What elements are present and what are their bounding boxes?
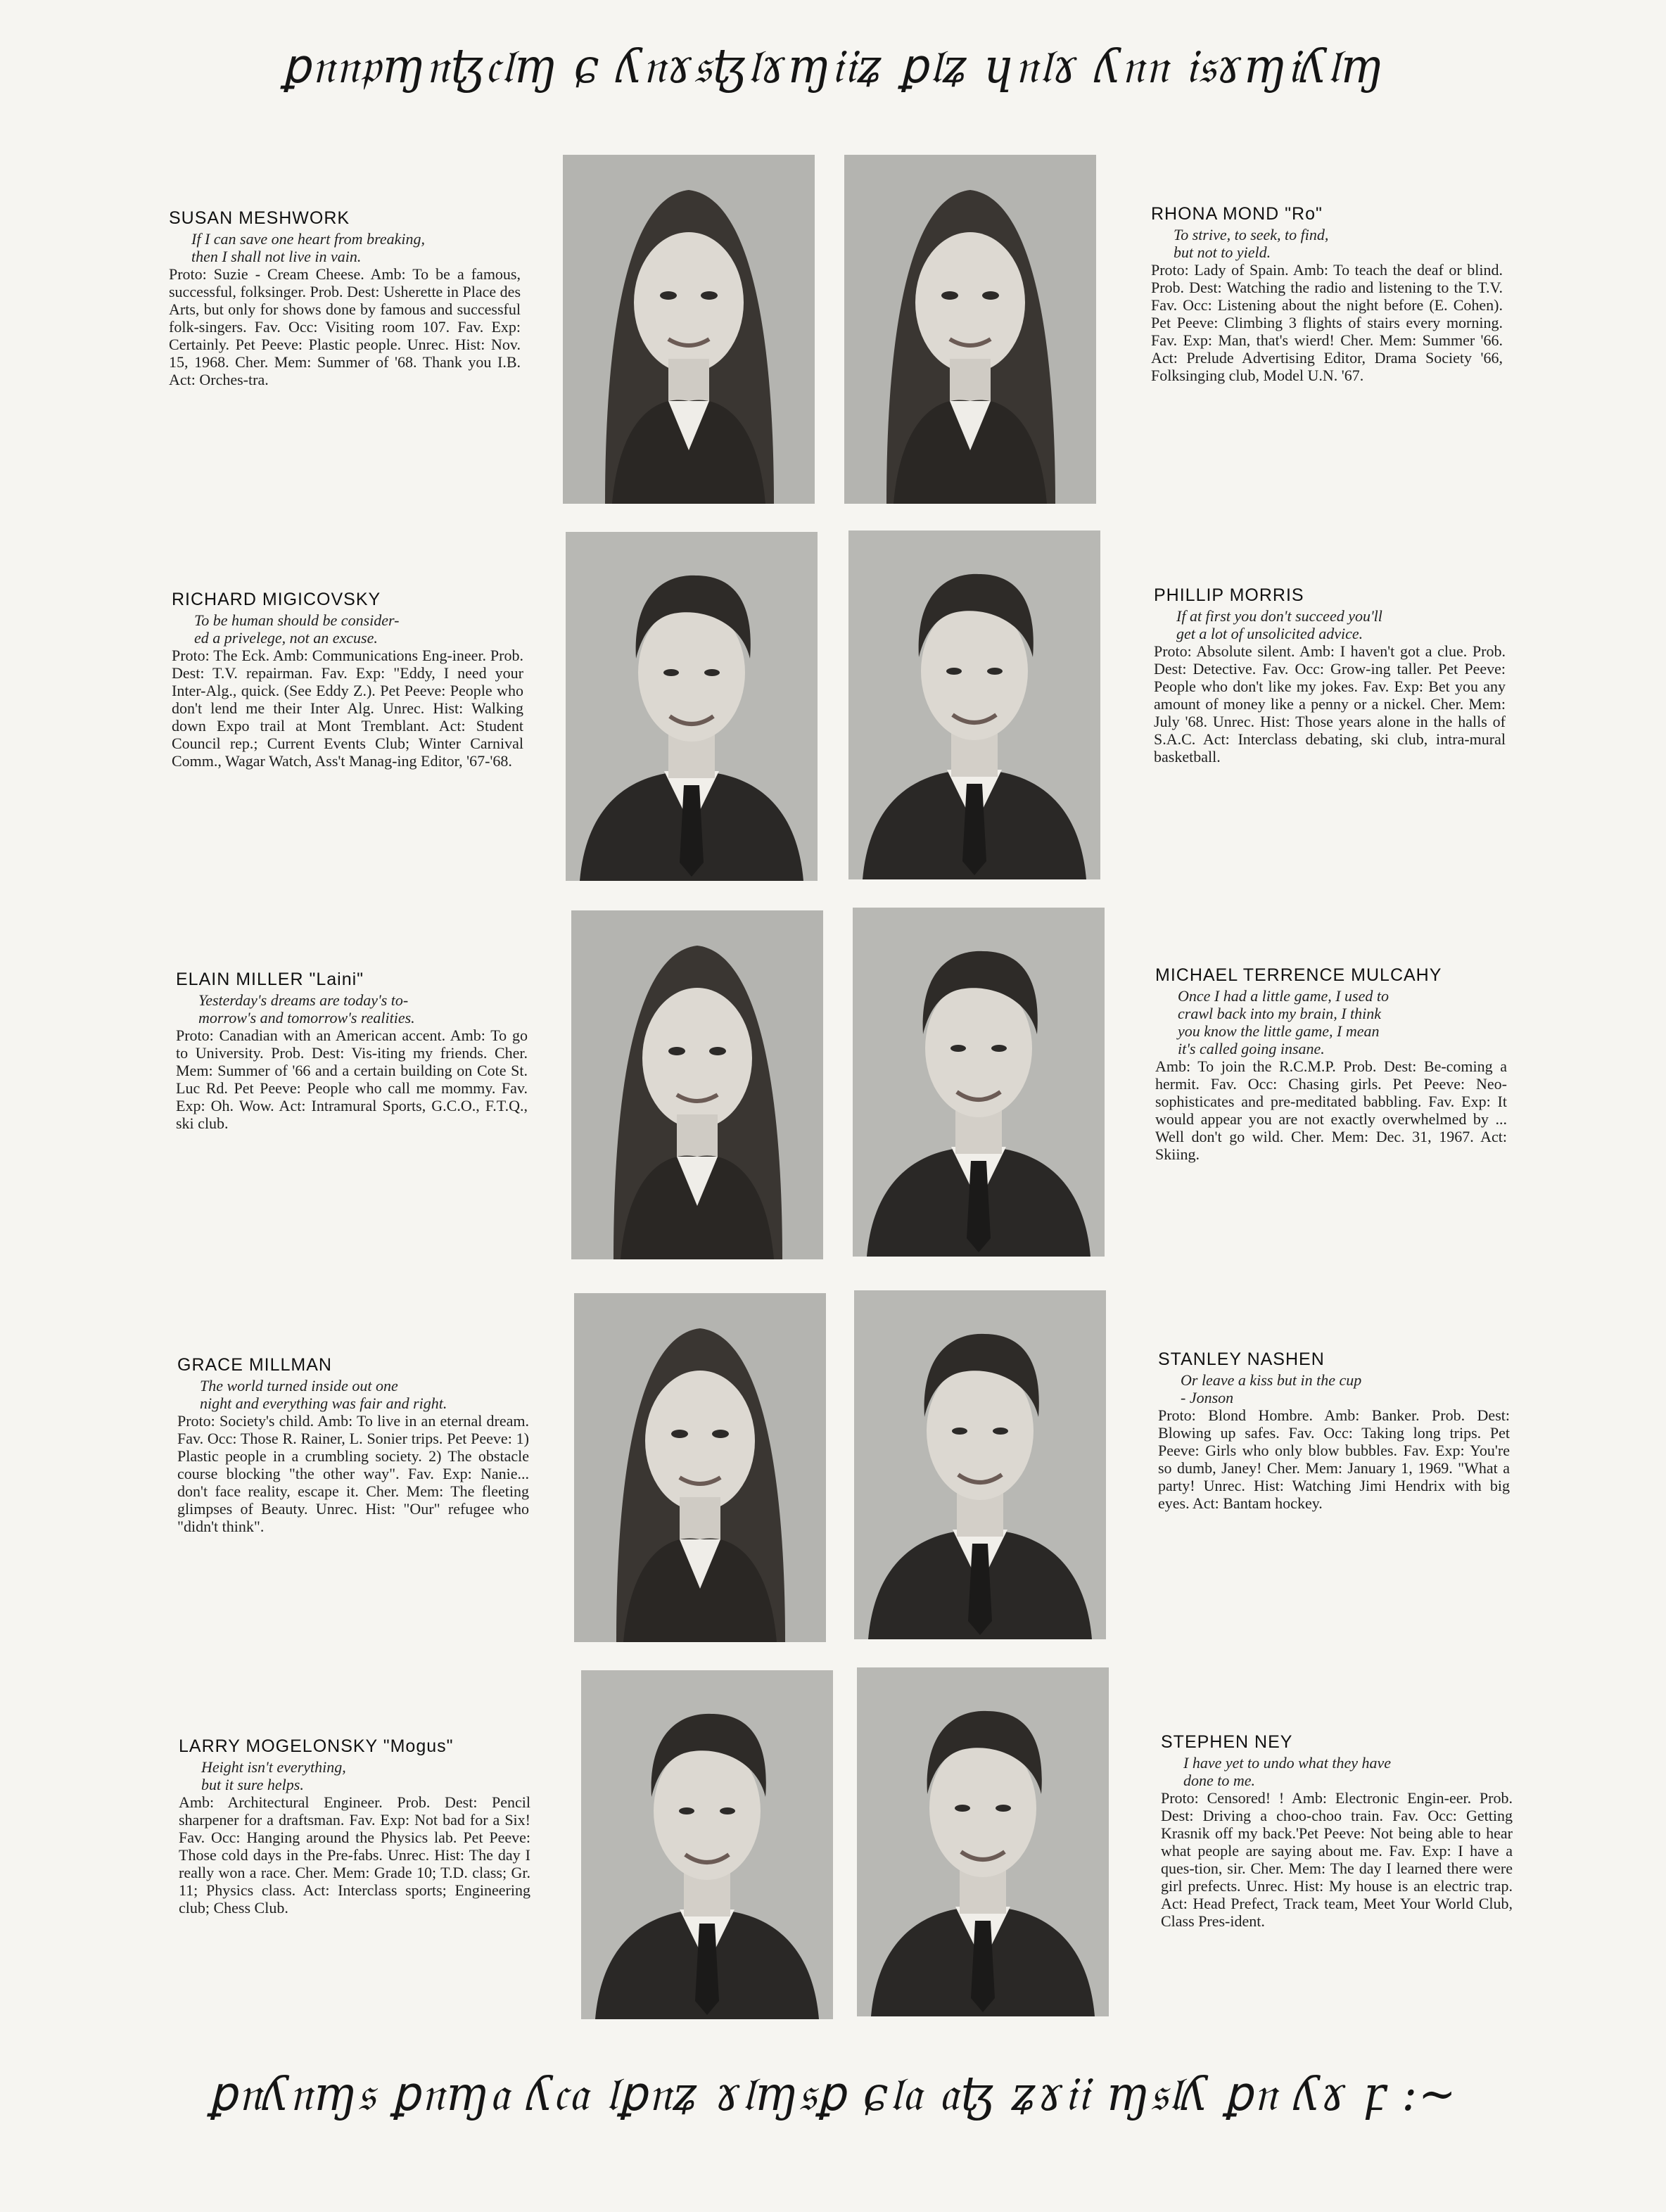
student-photo-elain — [571, 910, 823, 1259]
student-photo-michael — [853, 908, 1105, 1257]
student-quote: If I can save one heart from breaking, then I shall not live in vain. — [191, 230, 425, 265]
student-bio-michael — [1155, 965, 1507, 1163]
student-name: LARRY MOGELONSKY "Mogus" — [179, 1736, 454, 1756]
student-name: RHONA MOND "Ro" — [1151, 204, 1323, 224]
student-photo-phillip — [848, 530, 1100, 879]
student-bio-elain — [176, 970, 528, 1132]
student-name: RICHARD MIGICOVSKY — [172, 590, 381, 609]
student-text: Amb: To join the R.C.M.P. Prob. Dest: Be-coming a hermit. Fav. Occ: Chasing girls. Pet Peeve: Neo-sophisticates and pre-meditated babbling. Fav. Exp: It would appear you are not exactly overwhelmed by ... Well don't go wild. Cher. Mem: Dec. 31, 1967. Act: Skiing. — [1155, 1057, 1507, 1163]
student-text: Proto: Lady of Spain. Amb: To teach the deaf or blind. Prob. Dest: Watching the radio and listening to the T.V. Fav. Occ: Listening about the night before (E. Cohen). Pet Peeve: Climbing 3 flights of stairs every morning. Fav. Exp: Man, that's wierd! Cher. Mem: Summer '66. Act: Prelude Advertising Editor, Drama Society '66, Folksinging club, Model U.N. '67. — [1151, 261, 1503, 384]
student-quote: Height isn't everything, but it sure helps. — [201, 1758, 346, 1793]
student-quote: Once I had a little game, I used to crawl back into my brain, I think you know the little game, I mean it's called going insane. — [1178, 987, 1389, 1057]
student-photo-stanley — [854, 1290, 1106, 1639]
student-quote: If at first you don't succeed you'll get a lot of unsolicited advice. — [1176, 607, 1382, 642]
student-name: STANLEY NASHEN — [1158, 1349, 1325, 1369]
student-photo-richard — [566, 532, 818, 881]
student-text: Proto: The Eck. Amb: Communications Eng-ineer. Prob. Dest: T.V. repairman. Fav. Exp: "Eddy, I need your Inter-Alg., quick. (See Eddy Z.). Pet Peeve: People who don't lend me their Inter Alg. Unrec. Hist: Walking down Expo trail at Mont Tremblant. Act: Student Council rep.; Current Events Club; Winter Carnival Comm., Wagar Watch, Ass't Manag-ing Editor, '67-'68. — [172, 647, 523, 770]
header-script-banner: ꝑ𝔫𝔫𝔭ɱ𝔫ꜩ𝔠𝔩ɱ ɕ ʎ𝔫ɤ𝔰ꜩ𝔩ɤɱ𝔦𝔦ʑ ꝑ𝔩ʑ ɥ𝔫𝔩ɤ ʎ𝔫𝔫 𝔦𝔰ɤɱ𝔦ʎ𝔩ɱ — [281, 39, 1385, 94]
student-text: Proto: Blond Hombre. Amb: Banker. Prob. Dest: Blowing up safes. Fav. Occ: Taking long trips. Pet Peeve: Girls who only blow bubbles. Fav. Exp: You're so dumb, Janey! Cher. Mem: January 1, 1969. "What a party! Unrec. Hist: Watching Jimi Hendrix with big eyes. Act: Bantam hockey. — [1158, 1406, 1510, 1512]
student-name: SUSAN MESHWORK — [169, 208, 350, 228]
student-photo-larry — [581, 1670, 833, 2019]
student-quote: I have yet to undo what they have done to me. — [1183, 1754, 1392, 1789]
student-photo-grace — [574, 1293, 826, 1642]
student-quote: The world turned inside out one night and everything was fair and right. — [200, 1377, 447, 1412]
student-text: Proto: Society's child. Amb: To live in an eternal dream. Fav. Occ: Those R. Rainer, L. Sonier trips. Pet Peeve: 1) Plastic people in a crumbling society. 2) The obstacle course blocking "the other way". Fav. Exp: Nanie... don't face reality, escape it. Cher. Mem: The fleeting glimpses of Beauty. Unrec. Hist: "Our" refugee who "didn't think". — [177, 1412, 529, 1535]
student-name: GRACE MILLMAN — [177, 1355, 332, 1375]
student-text: Proto: Suzie - Cream Cheese. Amb: To be a famous, successful, folksinger. Prob. Dest: Usherette in Place des Arts, but only for shows done by famous and successful folk-singers. Fav. Occ: Visiting room 107. Fav. Exp: Certainly. Pet Peeve: Plastic people. Unrec. Hist: Nov. 15, 1968. Cher. Mem: Summer of '68. Thank you I.B. Act: Orches-tra. — [169, 265, 521, 388]
student-bio-susan — [169, 208, 521, 388]
student-bio-phillip — [1154, 585, 1506, 765]
footer-script-banner: ꝑ𝔫ʎ𝔫ɱ𝔰 ꝑ𝔫ɱ𝔞 ʎ𝔠𝔞 𝔩ꝑ𝔫ʑ ɤ𝔩ɱ𝔰ꝑ ɕ𝔩𝔞 𝔞ꜩ ʑɤ𝔦𝔦 ɱ𝔰𝔩ʎ ꝑ𝔫 ʎɤ ꝼ :~ — [208, 2067, 1458, 2122]
student-name: MICHAEL TERRENCE MULCAHY — [1155, 965, 1442, 985]
student-bio-richard — [172, 590, 523, 770]
student-bio-grace — [177, 1355, 529, 1535]
student-quote: To strive, to seek, to find, but not to yield. — [1174, 226, 1329, 261]
student-quote: Yesterday's dreams are today's to- morrow's and tomorrow's realities. — [198, 991, 415, 1026]
student-photo-rhona — [844, 155, 1096, 504]
student-quote: To be human should be consider- ed a privelege, not an excuse. — [194, 611, 400, 647]
student-text: Amb: Architectural Engineer. Prob. Dest: Pencil sharpener for a draftsman. Fav. Exp: Not bad for a Six! Fav. Occ: Hanging around the Physics lab. Pet Peeve: Those cold days in the Pre-fabs. Unrec. Hist: The day I really won a race. Cher. Mem: Grade 10; T.D. class; Gr. 11; Physics class. Act: Interclass sports; Engineering club; Chess Club. — [179, 1793, 530, 1917]
student-photo-susan — [563, 155, 815, 504]
student-name: STEPHEN NEY — [1161, 1732, 1293, 1752]
student-name: ELAIN MILLER "Laini" — [176, 970, 364, 989]
student-bio-stephen — [1161, 1732, 1513, 1930]
student-bio-stanley — [1158, 1349, 1510, 1512]
student-text: Proto: Censored! ! Amb: Electronic Engin-eer. Prob. Dest: Driving a choo-choo train. Fav. Occ: Getting Krasnik off my back.'Pet Peeve: Not being able to hear what people are saying about me. Fav. Exp: I have a ques-tion, sir. Cher. Mem: The day I learned there were girl prefects. Unrec. Hist: My house is an electric trap. Act: Head Prefect, Track team, Meet Your World Club, Class Pres-ident. — [1161, 1789, 1513, 1930]
student-bio-larry — [179, 1736, 530, 1917]
student-bio-rhona — [1151, 204, 1503, 384]
student-text: Proto: Absolute silent. Amb: I haven't got a clue. Prob. Dest: Detective. Fav. Occ: Grow-ing taller. Pet Peeve: People who don't like my jokes. Fav. Exp: Bet you any amount of money like a penny or a nickel. Cher. Mem: July '68. Unrec. Hist: Those years alone in the halls of S.A.C. Act: Interclass debating, ski club, intra-mural basketball. — [1154, 642, 1506, 765]
student-photo-stephen — [857, 1667, 1109, 2016]
student-text: Proto: Canadian with an American accent. Amb: To go to University. Prob. Dest: Vis-iting my friends. Cher. Mem: Summer of '66 and a certain building on Cote St. Luc Rd. Pet Peeve: People who call me mommy. Fav. Exp: Oh. Wow. Act: Intramural Sports, G.C.O., F.T.Q., ski club. — [176, 1026, 528, 1132]
student-name: PHILLIP MORRIS — [1154, 585, 1304, 605]
student-quote: Or leave a kiss but in the cup - Jonson — [1181, 1371, 1362, 1406]
